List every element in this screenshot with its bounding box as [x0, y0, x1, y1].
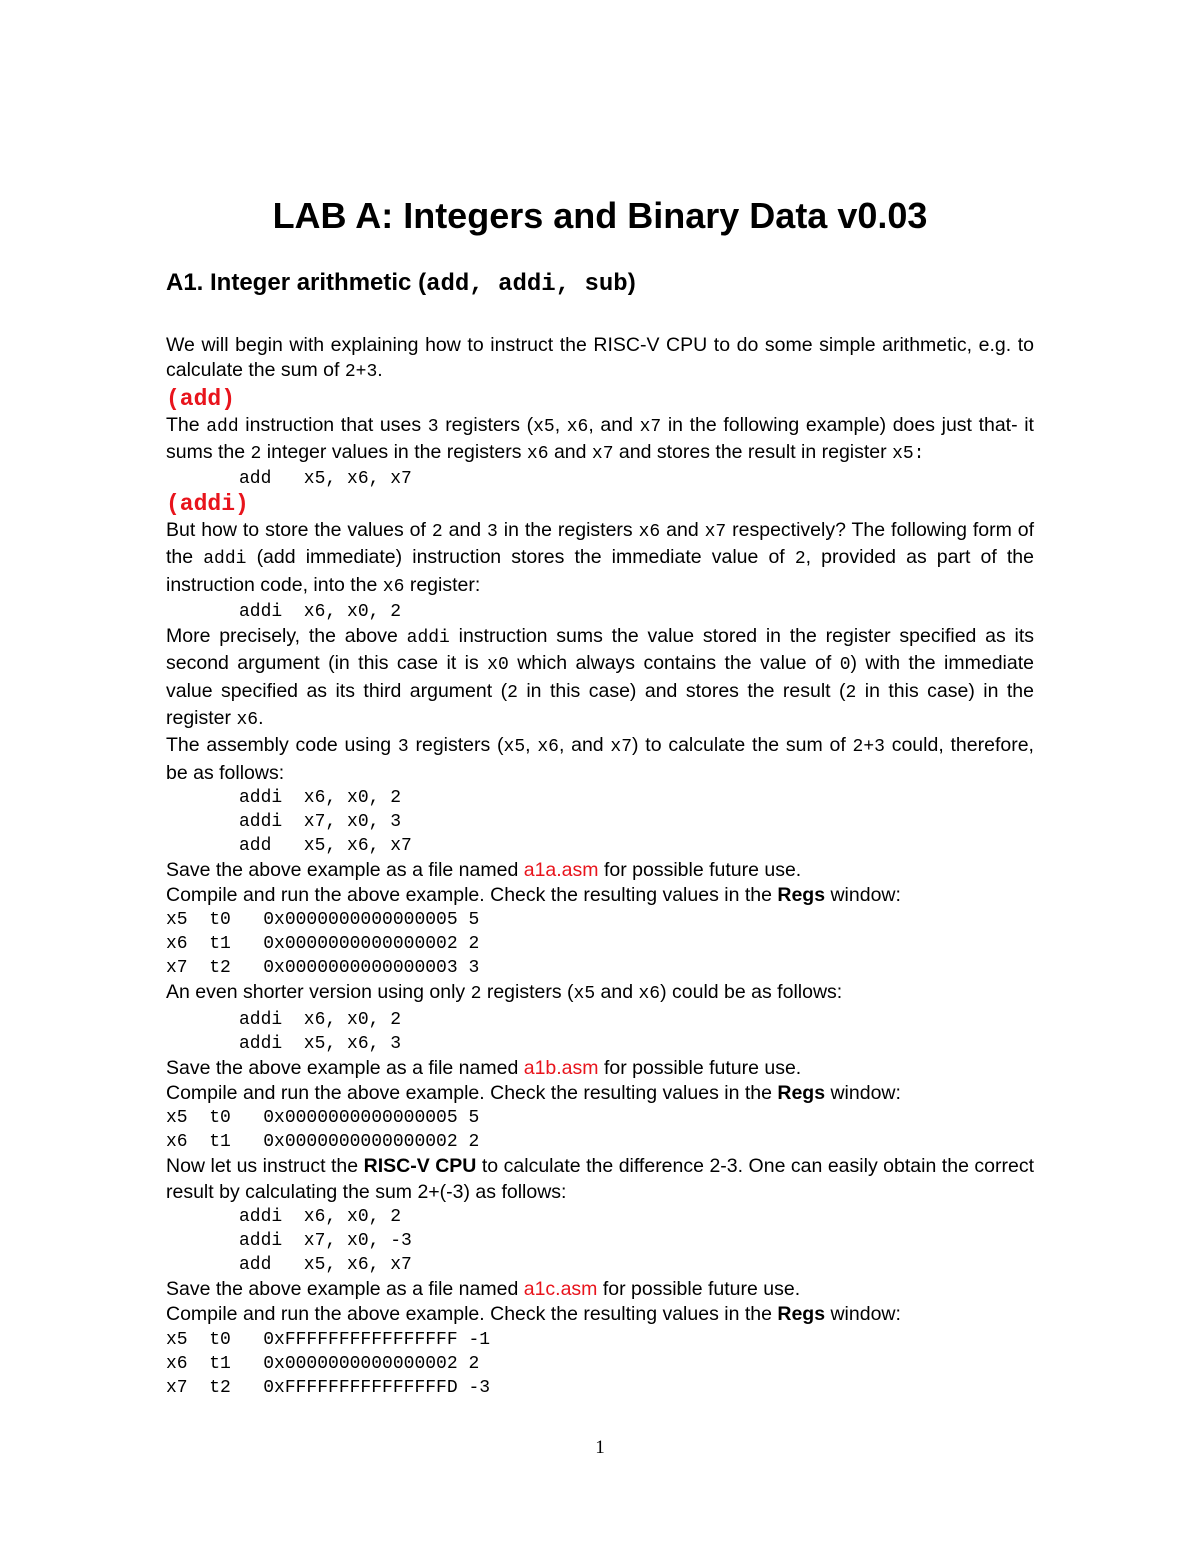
filename-a1b: a1b.asm — [523, 1056, 599, 1079]
section-heading-close: ) — [627, 269, 636, 296]
code-line: add x5, x6, x7 — [239, 469, 412, 490]
code-line: addi x6, x0, 2 — [239, 1009, 402, 1030]
section-heading-text: A1. Integer arithmetic ( — [166, 269, 427, 296]
code-line: addi x6, x0, 2 — [239, 787, 402, 808]
register-row: x7 t2 0xFFFFFFFFFFFFFFFD -3 — [166, 1377, 491, 1398]
document-body — [166, 333, 1034, 1400]
filename-a1c: a1c.asm — [523, 1277, 598, 1300]
register-row: x6 t1 0x0000000000000002 2 — [166, 1132, 480, 1153]
code-line: add x5, x6, x7 — [239, 1254, 412, 1275]
compile-instruction-c: Compile and run the above example. Check the resulting values in the Regs window: — [166, 1303, 901, 1326]
register-row: x5 t0 0x0000000000000005 5 — [166, 1108, 480, 1129]
code-line: addi x7, x0, -3 — [239, 1230, 412, 1251]
save-instruction-c: Save the above example as a file named a1c.asm for possible future use. — [166, 1277, 801, 1300]
compile-instruction-b: Compile and run the above example. Check the resulting values in the Regs window: — [166, 1082, 901, 1105]
save-instruction-b: Save the above example as a file named a1b.asm for possible future use. — [166, 1056, 802, 1079]
register-row: x5 t0 0x0000000000000005 5 — [166, 910, 480, 931]
register-row: x7 t2 0x0000000000000003 3 — [166, 958, 480, 979]
compile-instruction-a: Compile and run the above example. Check the resulting values in the Regs window: — [166, 884, 901, 907]
page-number: 1 — [595, 1437, 605, 1458]
intro-paragraph: We will begin with explaining how to instruct the RISC-V CPU to do some simple arithmetic, e.g. to calculate the sum of 2+3. — [166, 334, 1034, 383]
addi-subheading: (addi) — [166, 491, 249, 518]
code-line: addi x6, x0, 2 — [239, 602, 402, 623]
page-title: LAB A: Integers and Binary Data v0.03 — [272, 195, 928, 236]
addi-paragraph-2: More precisely, the above addi instruction sums the value stored in the register specified as its second argument (in this case it is x0 which always contains the value of 0) with the immediate value specified as its third argument (2 in this case) and stores the result (2 in this case) in the register x6. — [166, 625, 1035, 730]
code-line: add x5, x6, x7 — [239, 835, 412, 856]
filename-a1a: a1a.asm — [523, 858, 599, 881]
register-row: x6 t1 0x0000000000000002 2 — [166, 934, 480, 955]
save-instruction-a: Save the above example as a file named a1a.asm for possible future use. — [166, 858, 802, 881]
add-subheading: (add) — [166, 385, 236, 412]
addi-paragraph-3: The assembly code using 3 registers (x5, x6, and x7) to calculate the sum of 2+3 could, therefore, be as follows: — [166, 734, 1034, 784]
code-line: addi x7, x0, 3 — [239, 811, 402, 832]
difference-intro: Now let us instruct the RISC-V CPU to calculate the difference 2-3. One can easily obtain the correct result by calculating the sum 2+(-3) as follows: — [166, 1155, 1034, 1203]
addi-paragraph-1: But how to store the values of 2 and 3 in the registers x6 and x7 respectively? The following form of the addi (add immediate) instruction stores the immediate value of 2, provided as part of the instruction code, into the x6 register: — [166, 519, 1035, 597]
add-paragraph: The add instruction that uses 3 registers (x5, x6, and x7 in the following example) does just that- it sums the 2 integer values in the registers x6 and x7 and stores the result in register x5: — [166, 413, 1034, 464]
register-row: x6 t1 0x0000000000000002 2 — [166, 1353, 480, 1374]
section-heading-code: add, addi, sub — [426, 271, 628, 298]
code-line: addi x5, x6, 3 — [239, 1033, 402, 1054]
register-row: x5 t0 0xFFFFFFFFFFFFFFFF -1 — [166, 1329, 491, 1350]
section-heading — [166, 268, 636, 300]
code-line: addi x6, x0, 2 — [239, 1206, 402, 1227]
shorter-version-intro: An even shorter version using only 2 registers (x5 and x6) could be as follows: — [166, 981, 843, 1005]
